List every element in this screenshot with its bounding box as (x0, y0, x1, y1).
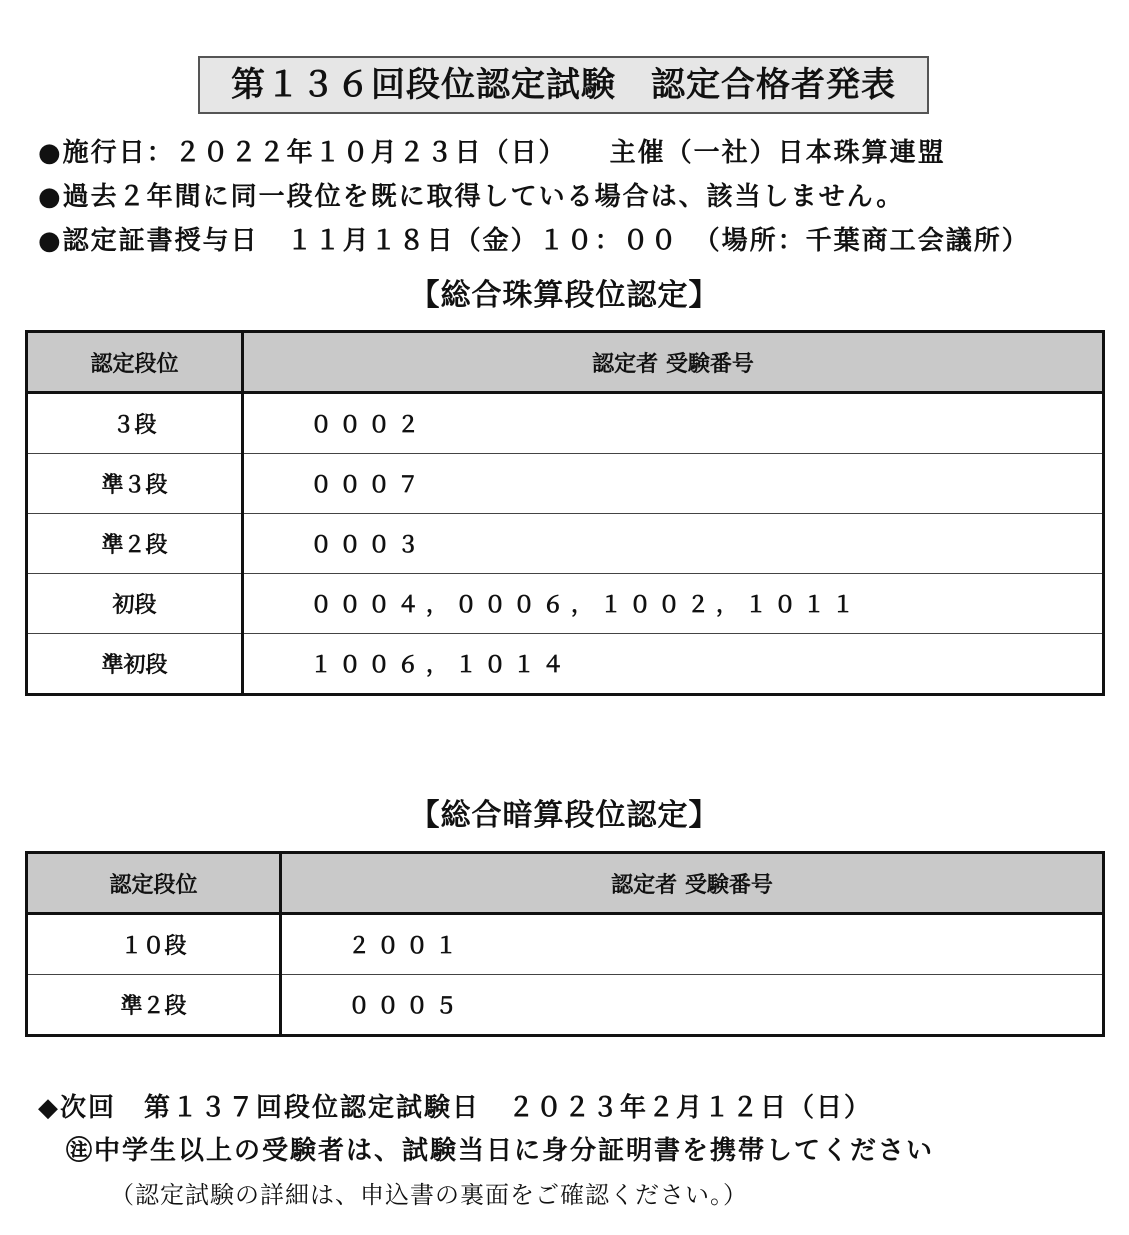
id-requirement-note: ㊟中学生以上の受験者は、試験当日に身分証明書を携帯してください (66, 1136, 935, 1166)
numbers-cell: ０００２ (310, 413, 427, 438)
table-row (27, 574, 1104, 634)
column-header-grade: 認定段位 (27, 332, 243, 393)
mental-section-heading: 【総合暗算段位認定】 (409, 798, 720, 833)
grade-cell: 準２段 (27, 514, 243, 574)
numbers-cell: ０００５ (281, 975, 1104, 1036)
grade-cell: 準３段 (27, 454, 243, 514)
next-exam-line: ◆次回 第１３７回段位認定試験日 ２０２３年２月１２日（日） (38, 1093, 872, 1123)
certificate-ceremony-line: ●認定証書授与日 １１月１８日（金）１０：００ （場所：千葉商工会議所） (38, 226, 1030, 256)
page-title: 第１３６回段位認定試験 認定合格者発表 (198, 56, 929, 114)
column-header-grade: 認定段位 (27, 853, 281, 914)
table-row (27, 914, 1104, 975)
numbers-cell: ２００１ (348, 934, 465, 959)
table-row (27, 393, 1104, 454)
table-row (27, 975, 1104, 1036)
details-note: （認定試験の詳細は、申込書の裏面をご確認ください。） (110, 1181, 748, 1209)
grade-cell: ３段 (27, 393, 243, 454)
grade-cell: 準２段 (27, 975, 281, 1036)
table-row (27, 514, 1104, 574)
numbers-cell: ０００３ (243, 514, 1104, 574)
mental-results-table (25, 851, 1105, 1037)
abacus-section-heading: 【総合珠算段位認定】 (409, 278, 720, 313)
column-header-numbers: 認定者 受験番号 (281, 853, 1104, 914)
numbers-cell: ０００７ (243, 454, 1104, 514)
table-row (27, 454, 1104, 514)
table-header-row (27, 853, 1104, 914)
grade-cell: 初段 (27, 574, 243, 634)
exam-date-line: ●施行日：２０２２年１０月２３日（日） 主催（一社）日本珠算連盟 (38, 138, 946, 168)
grade-cell: 準初段 (27, 634, 243, 695)
table-header-row (27, 332, 1104, 393)
abacus-results-table (25, 330, 1105, 696)
column-header-numbers: 認定者 受験番号 (243, 332, 1104, 393)
numbers-cell: ０００４，０００６，１００２，１０１１ (243, 574, 1104, 634)
numbers-cell: １００６，１０１４ (243, 634, 1104, 695)
grade-cell: １０段 (27, 914, 281, 975)
table-row (27, 634, 1104, 695)
eligibility-note: ●過去２年間に同一段位を既に取得している場合は、該当しません。 (38, 182, 905, 212)
